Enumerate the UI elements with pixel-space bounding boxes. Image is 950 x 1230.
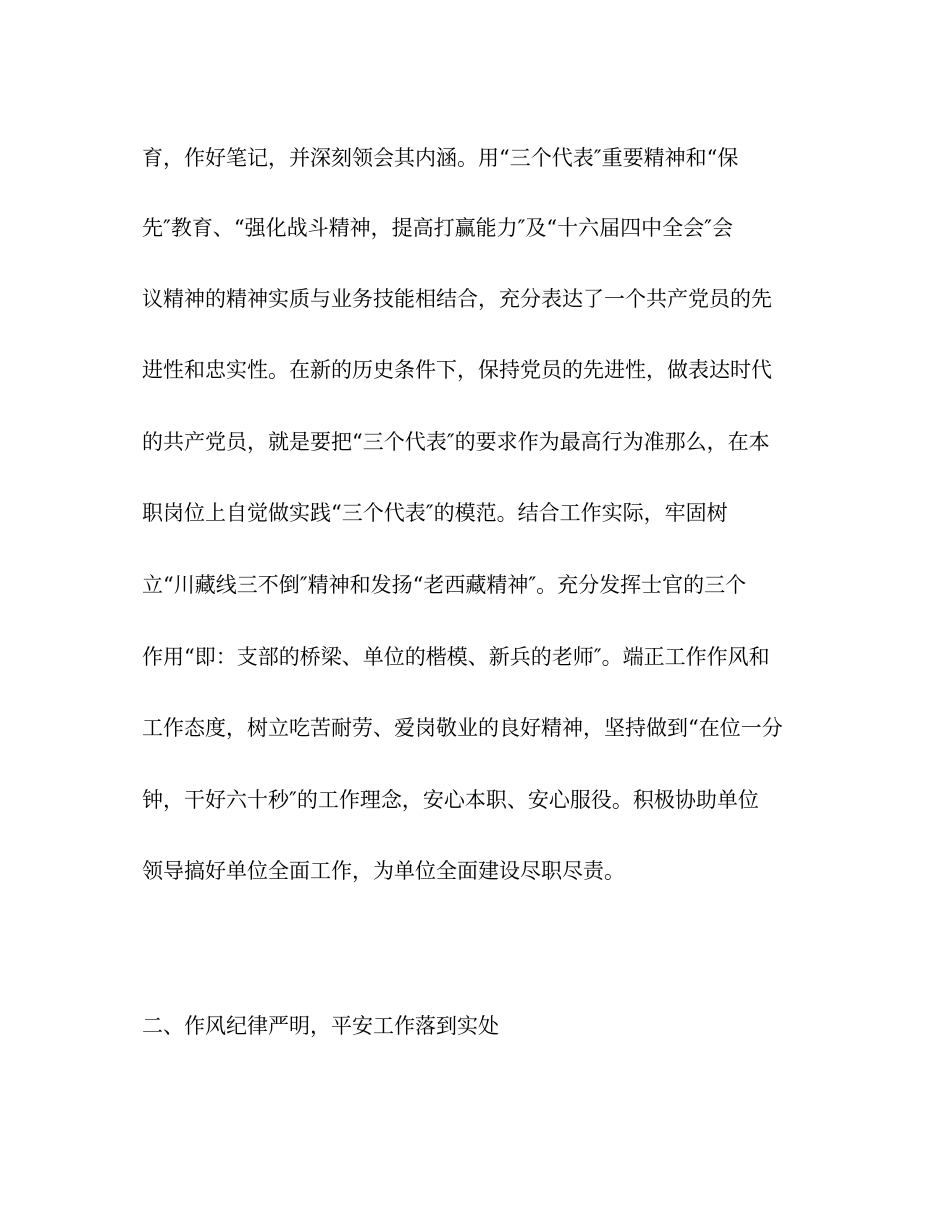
paragraph-line-6: 职岗位上自觉做实践“三个代表″的模范。结合工作实际，牢固树 [142, 501, 728, 525]
paragraph-line-1: 育，作好笔记，并深刻领会其内涵。用“三个代表″重要精神和“保 [142, 146, 739, 170]
paragraph-line-10: 钟，干好六十秒″的工作理念，安心本职、安心服役。积极协助单位 [142, 788, 759, 812]
paragraph-line-8: 作用“即：支部的桥梁、单位的楷模、新兵的老师″。端正工作作风和 [142, 645, 770, 669]
paragraph-line-11: 领导搞好单位全面工作，为单位全面建设尽职尽责。 [142, 859, 625, 883]
paragraph-line-3: 议精神的精神实质与业务技能相结合，充分表达了一个共产党员的先 [142, 287, 772, 311]
paragraph-line-7: 立“川藏线三不倒″精神和发扬“老西藏精神″。充分发挥士官的三个 [142, 573, 747, 597]
paragraph-line-9: 工作态度，树立吃苦耐劳、爱岗敬业的良好精神，坚持做到“在位一分 [142, 716, 783, 740]
section-heading: 二、作风纪律严明，平安工作落到实处 [142, 1014, 499, 1038]
paragraph-line-4: 进性和忠实性。在新的历史条件下，保持党员的先进性，做表达时代 [142, 358, 772, 382]
paragraph-line-2: 先″教育、“强化战斗精神，提高打赢能力″及“十六届四中全会″会 [142, 216, 734, 240]
paragraph-line-5: 的共产党员，就是要把“三个代表″的要求作为最高行为准那么，在本 [142, 430, 770, 454]
